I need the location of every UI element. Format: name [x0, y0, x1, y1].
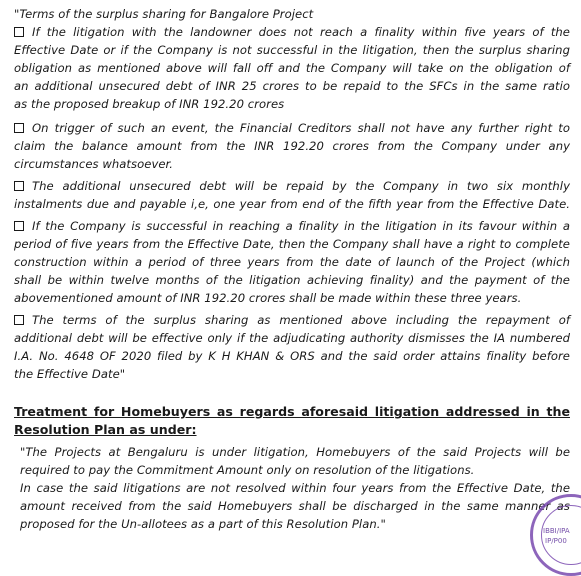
quote-line1: "The Projects at Bengaluru is under litigation, Homebuyers of the said Projects will be	[20, 445, 570, 459]
para4-line3: construction within a period of three years from the date of launch of the Project (which	[14, 255, 570, 269]
para3-line2: instalments due and payable i,e, one year from end of the fifth year from the Effective Date.	[14, 197, 570, 211]
para2-line1: On trigger of such an event, the Financial Creditors shall not have any further right to	[14, 119, 570, 137]
quote-line4: amount received from the said Homebuyers shall be discharged in the same manner as	[20, 499, 570, 513]
para5-line2: additional debt will be effective only if the adjudicating authority dismisses the IA numbered	[14, 331, 570, 345]
para1-line5: as the proposed breakup of INR 192.20 crores	[14, 97, 285, 111]
para2-line2: claim the balance amount from the INR 192.20 crores from the Company under any	[14, 139, 570, 153]
para1-line1: If the litigation with the landowner does not reach a finality within five years of the	[14, 23, 570, 41]
para4-line1: If the Company is successful in reaching a finality in the litigation in its favour within a	[14, 217, 570, 235]
intro-title: "Terms of the surplus sharing for Bangalore Project	[14, 7, 314, 21]
section-heading-line1: Treatment for Homebuyers as regards aforesaid litigation addressed in the	[14, 404, 570, 419]
checkbox-icon	[14, 181, 24, 191]
para5-line1: The terms of the surplus sharing as mentioned above including the repayment of	[14, 311, 570, 329]
para4-line4: shall be within twelve months of the litigation achieving finality) and the payment of the	[14, 273, 570, 287]
para4-line5: abovementioned amount of INR 192.20 crores shall be made within these three years.	[14, 291, 522, 305]
quote-line5: proposed for the Un-allotees as a part of this Resolution Plan."	[20, 517, 386, 531]
seal-text-2: IP/P00	[545, 537, 567, 545]
checkbox-icon	[14, 123, 24, 133]
para1-line2: Effective Date or if the Company is not successful in the litigation, then the surplus sharing	[14, 43, 570, 57]
para5-line4: the Effective Date"	[14, 367, 126, 381]
seal-text-1: IBBI/IPA	[543, 527, 570, 535]
checkbox-icon	[14, 315, 24, 325]
para3-line1: The additional unsecured debt will be repaid by the Company in two six monthly	[14, 177, 570, 195]
para1-line4: an additional unsecured debt of INR 25 crores to be repaid to the SFCs in the same ratio	[14, 79, 570, 93]
para5-line3: I.A. No. 4648 OF 2020 filed by K H KHAN & ORS and the said order attains finality before	[14, 349, 570, 363]
checkbox-icon	[14, 221, 24, 231]
para1-line3: obligation as mentioned above will fall off and the Company will take on the obligation of	[14, 61, 570, 75]
quote-line2: required to pay the Commitment Amount only on resolution of the litigations.	[20, 463, 475, 477]
quote-line3: In case the said litigations are not resolved within four years from the Effective Date, the	[20, 481, 570, 495]
para4-line2: period of five years from the Effective Date, then the Company shall have a right to complete	[14, 237, 570, 251]
para2-line3: circumstances whatsoever.	[14, 157, 174, 171]
section-heading-line2: Resolution Plan as under:	[14, 422, 197, 437]
checkbox-icon	[14, 27, 24, 37]
seal-inner-ring	[541, 505, 581, 565]
